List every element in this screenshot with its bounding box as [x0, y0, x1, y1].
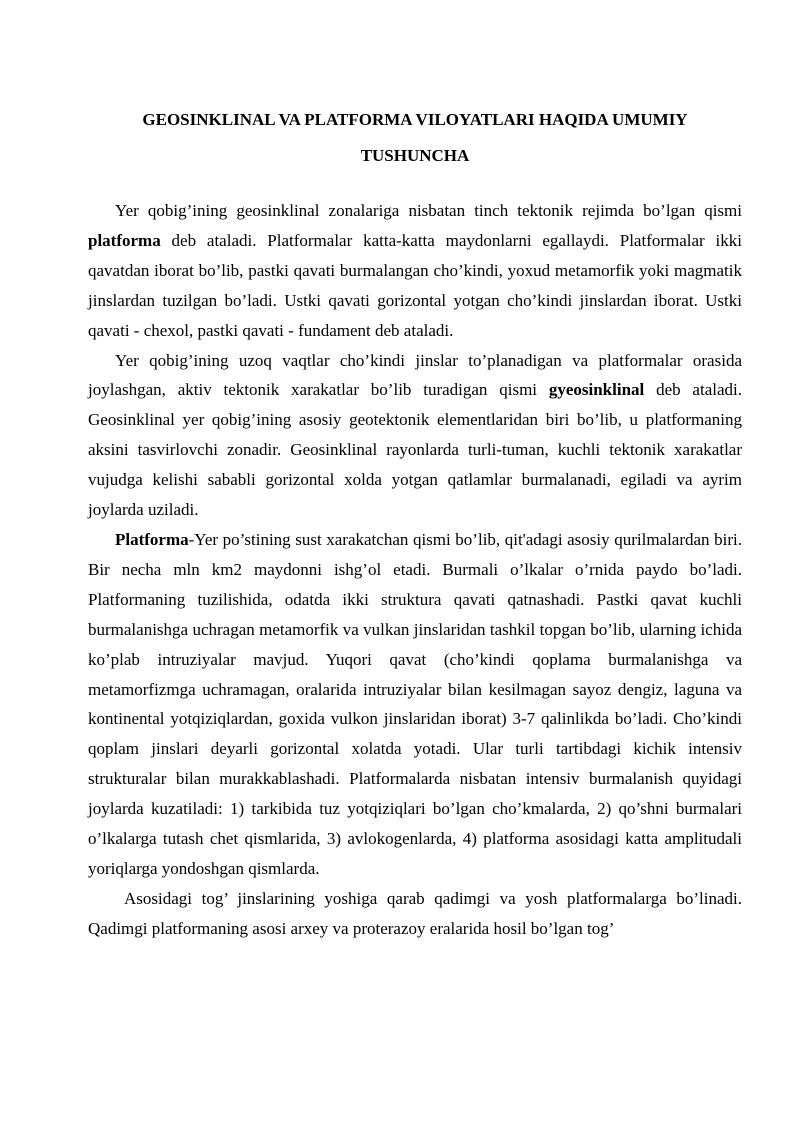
paragraph-platform-age — [88, 884, 742, 944]
paragraph-platforma-definition — [88, 196, 742, 346]
paragraph-text: Yer qobig’ining uzoq vaqtlar cho’kindi jinslar to’planadigan va platformalar orasida joylashgan, aktiv tektonik xarakatlar bo’lib turadigan qismi — [88, 350, 742, 400]
paragraph-text: Asosidagi tog’ jinslarining yoshiga qarab qadimgi va yosh platformalarga bo’linadi. Qadimgi platformaning asosi arxey va proterazoy eralarida hosil bo’lgan tog’ — [88, 888, 742, 938]
term-platforma: Platforma — [115, 529, 189, 549]
document-page — [88, 102, 742, 944]
paragraph-text: deb ataladi. Platformalar katta-katta maydonlarni egallaydi. Platformalar ikki qavatdan iborat bo’lib, pastki qavati burmalangan cho’kindi, yoxud metamorfik yoki magmatik jinslardan tuzilgan bo’ladi. Ustki qavati gorizontal yotgan cho’kindi jinslardan iborat. Ustki qavati - chexol, pastki qavati - fundament deb ataladi. — [88, 230, 742, 340]
paragraph-text: Yer qobig’ining geosinklinal zonalariga nisbatan tinch tektonik rejimda bo’lgan qismi — [115, 201, 742, 220]
paragraph-text: -Yer po’stining sust xarakatchan qismi bo’lib, qit'adagi asosiy qurilmalardan biri. Bir necha mln km2 maydonni ishg’ol etadi. Burmali o’lkalar o’rnida paydo bo’ladi. Platformaning tuzilishida, odatda ikki struktura qavati qatnashadi. Pastki qavat kuchli burmalanishga uchragan metamorfik va vulkan jinslaridan tashkil topgan bo’lib, ularning ichida ko’plab intruziyalar mavjud. Yuqori qavat (cho’kindi qoplama burmalanishga va metamorfizmga uchramagan, oralarida intruziyalar bilan kesilmagan sayoz dengiz, laguna va kontinental yotqiziqlardan, goxida vulkon jinslaridan iborat) 3-7 qalinlikda bo’ladi. Cho’kindi qoplam jinslari deyarli gorizontal xolatda yotadi. Ular turli tartibdagi kichik intensiv strukturalar bilan murakkablashadi. Platformalarda nisbatan intensiv burmalanish quyidagi joylarda kuzatiladi: 1) tarkibida tuz yotqiziqlari bo’lgan cho’kmalarda, 2) qo’shni burmalari o’lkalarga tutash chet qismlarida, 3) avlokogenlarda, 4) platforma asosidagi katta amplitudali yoriqlarga yondoshgan qismlarda. — [88, 529, 742, 878]
paragraph-geosinklinal-definition — [88, 346, 742, 525]
document-title: GEOSINKLINAL VA PLATFORMA VILOYATLARI HAQIDA UMUMIY TUSHUNCHA — [142, 110, 688, 165]
paragraph-platforma-structure — [88, 525, 742, 884]
paragraph-text: deb ataladi. Geosinklinal yer qobig’ining asosiy geotektonik elementlaridan biri bo’lib, u platformaning aksini tasvirlovchi zonadir. Geosinklinal rayonlarda turli-tuman, kuchli tektonik xarakatlar vujudga kelishi sababli gorizontal xolda yotgan qatlamlar burmalanadi, egiladi va ayrim joylarda uziladi. — [88, 380, 742, 520]
term-gyeosinklinal: gyeosinklinal — [548, 380, 645, 400]
term-platforma: platforma — [88, 230, 161, 250]
